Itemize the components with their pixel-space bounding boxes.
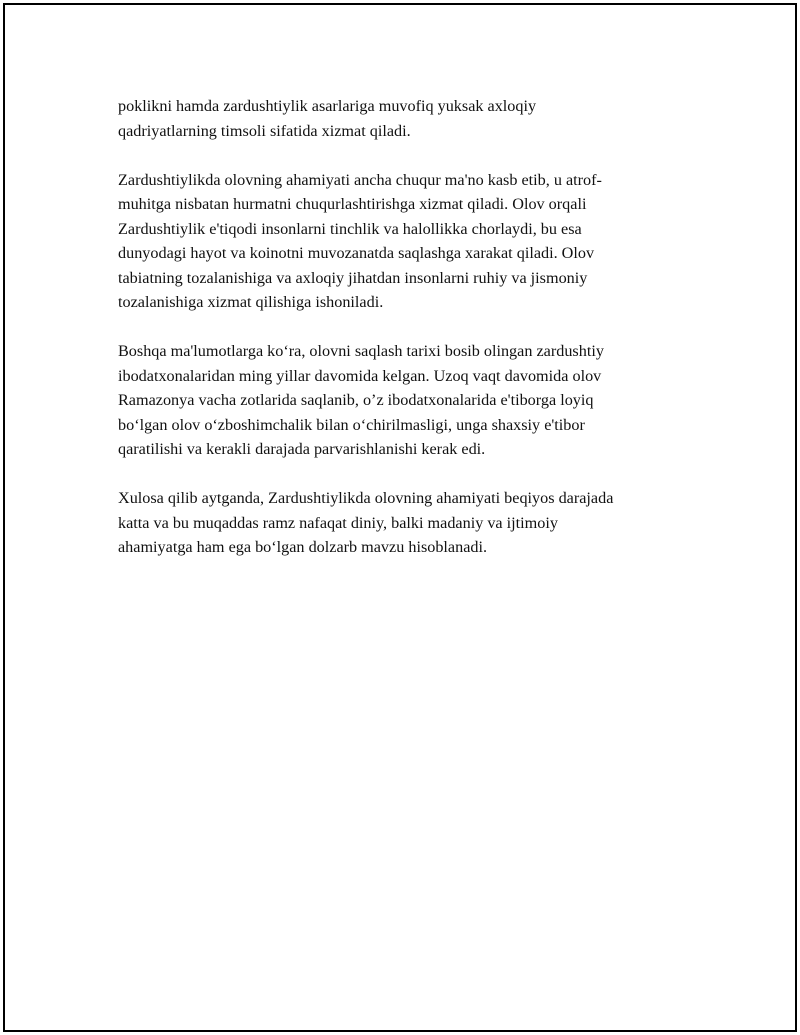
- text-line: ahamiyatga ham ega bo‘lgan dolzarb mavzu hisoblanadi.: [118, 538, 488, 556]
- text-line: Xulosa qilib aytganda, Zardushtiylikda olovning ahamiyati beqiyos darajada: [118, 489, 614, 507]
- text-line: tabiatning tozalanishiga va axloqiy jihatdan insonlarni ruhiy va jismoniy: [118, 268, 588, 287]
- text-line: Ramazonya vacha zotlarida saqlanib, o’z ibodatxonalarida e'tiborga loyiq: [118, 391, 594, 409]
- text-line: qadriyatlarning timsoli sifatida xizmat qiladi.: [118, 121, 411, 140]
- text-line: Zardushtiylikda olovning ahamiyati ancha chuqur ma'no kasb etib, u atrof-: [118, 170, 602, 189]
- text-line: poklikni hamda zardushtiylik asarlariga muvofiq yuksak axloqiy: [118, 97, 537, 115]
- text-line: ibodatxonalaridan ming yillar davomida kelgan. Uzoq vaqt davomida olov: [118, 366, 602, 385]
- text-line: Boshqa ma'lumotlarga ko‘ra, olovni saqlash tarixi bosib olingan zardushtiy: [118, 342, 604, 360]
- paragraph-3: [118, 339, 688, 462]
- text-line: tozalanishiga xizmat qilishiga ishoniladi.: [118, 293, 384, 311]
- paragraph-4: [118, 486, 688, 560]
- text-line: Zardushtiylik e'tiqodi insonlarni tinchlik va halollikka chorlaydi, bu esa: [118, 219, 582, 238]
- text-line: qaratilishi va kerakli darajada parvarishlanishi kerak edi.: [118, 440, 486, 458]
- paragraph-1: [118, 94, 688, 143]
- paragraph-2: [118, 168, 688, 315]
- document-body: [118, 94, 688, 584]
- text-line: bo‘lgan olov o‘zboshimchalik bilan o‘chirilmasligi, unga shaxsiy e'tibor: [118, 415, 585, 434]
- text-line: muhitga nisbatan hurmatni chuqurlashtirishga xizmat qiladi. Olov orqali: [118, 195, 587, 213]
- text-line: dunyodagi hayot va koinotni muvozanatda saqlashga xarakat qiladi. Olov: [118, 244, 595, 262]
- text-line: katta va bu muqaddas ramz nafaqat diniy, balki madaniy va ijtimoiy: [118, 513, 558, 532]
